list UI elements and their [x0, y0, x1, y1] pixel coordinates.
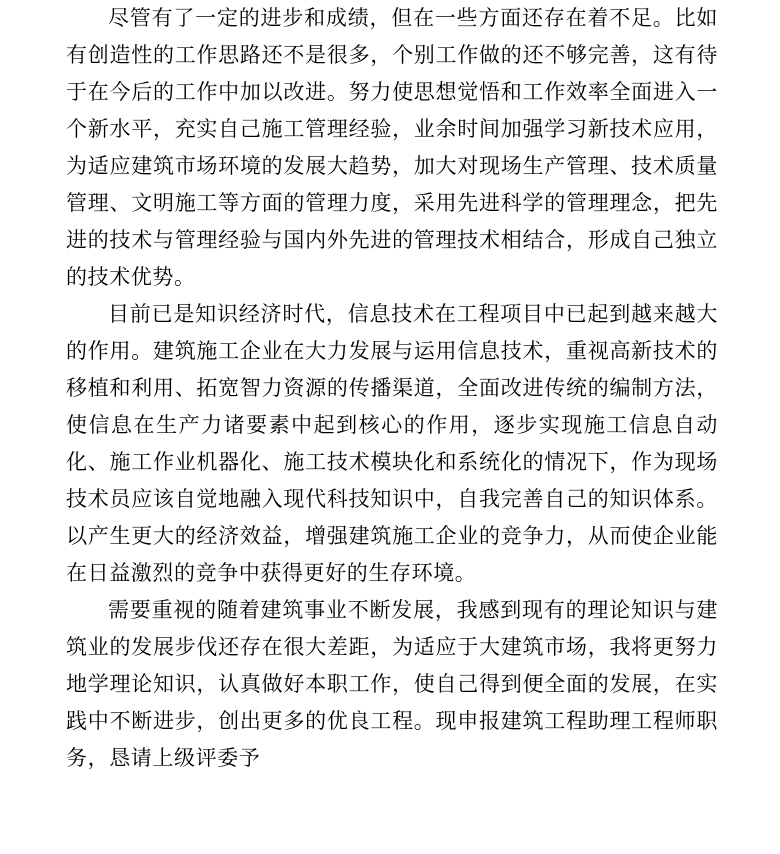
- paragraph-shortcomings: 尽管有了一定的进步和成绩，但在一些方面还存在着不足。比如有创造性的工作思路还不是很多，个别工作做的还不够完善，这有待于在今后的工作中加以改进。努力使思想觉悟和工作效率全面进入一个新水平，充实自己施工管理经验，业余时间加强学习新技术应用，为适应建筑市场环境的发展大趋势，加大对现场生产管理、技术质量管理、文明施工等方面的管理力度，采用先进科学的管理理念，把先进的技术与管理经验与国内外先进的管理技术相结合，形成自己独立的技术优势。: [66, 6, 718, 289]
- paragraph-information-technology: 目前已是知识经济时代，信息技术在工程项目中已起到越来越大的作用。建筑施工企业在大力发展与运用信息技术，重视高新技术的移植和利用、拓宽智力资源的传播渠道，全面改进传统的编制方法，使信息在生产力诸要素中起到核心的作用，逐步实现施工信息自动化、施工作业机器化、施工技术模块化和系统化的情况下，作为现场技术员应该自觉地融入现代科技知识中，自我完善自己的知识体系。以产生更大的经济效益，增强建筑施工企业的竞争力，从而使企业能在日益激烈的竞争中获得更好的生存环境。: [66, 302, 718, 585]
- document-page: [66, 0, 718, 777]
- paragraph-application: 需要重视的随着建筑事业不断发展，我感到现有的理论知识与建筑业的发展步伐还存在很大差距，为适应于大建筑市场，我将更努力地学理论知识，认真做好本职工作，使自己得到便全面的发展，在实践中不断进步，创出更多的优良工程。现申报建筑工程助理工程师职务，恳请上级评委予: [66, 598, 718, 770]
